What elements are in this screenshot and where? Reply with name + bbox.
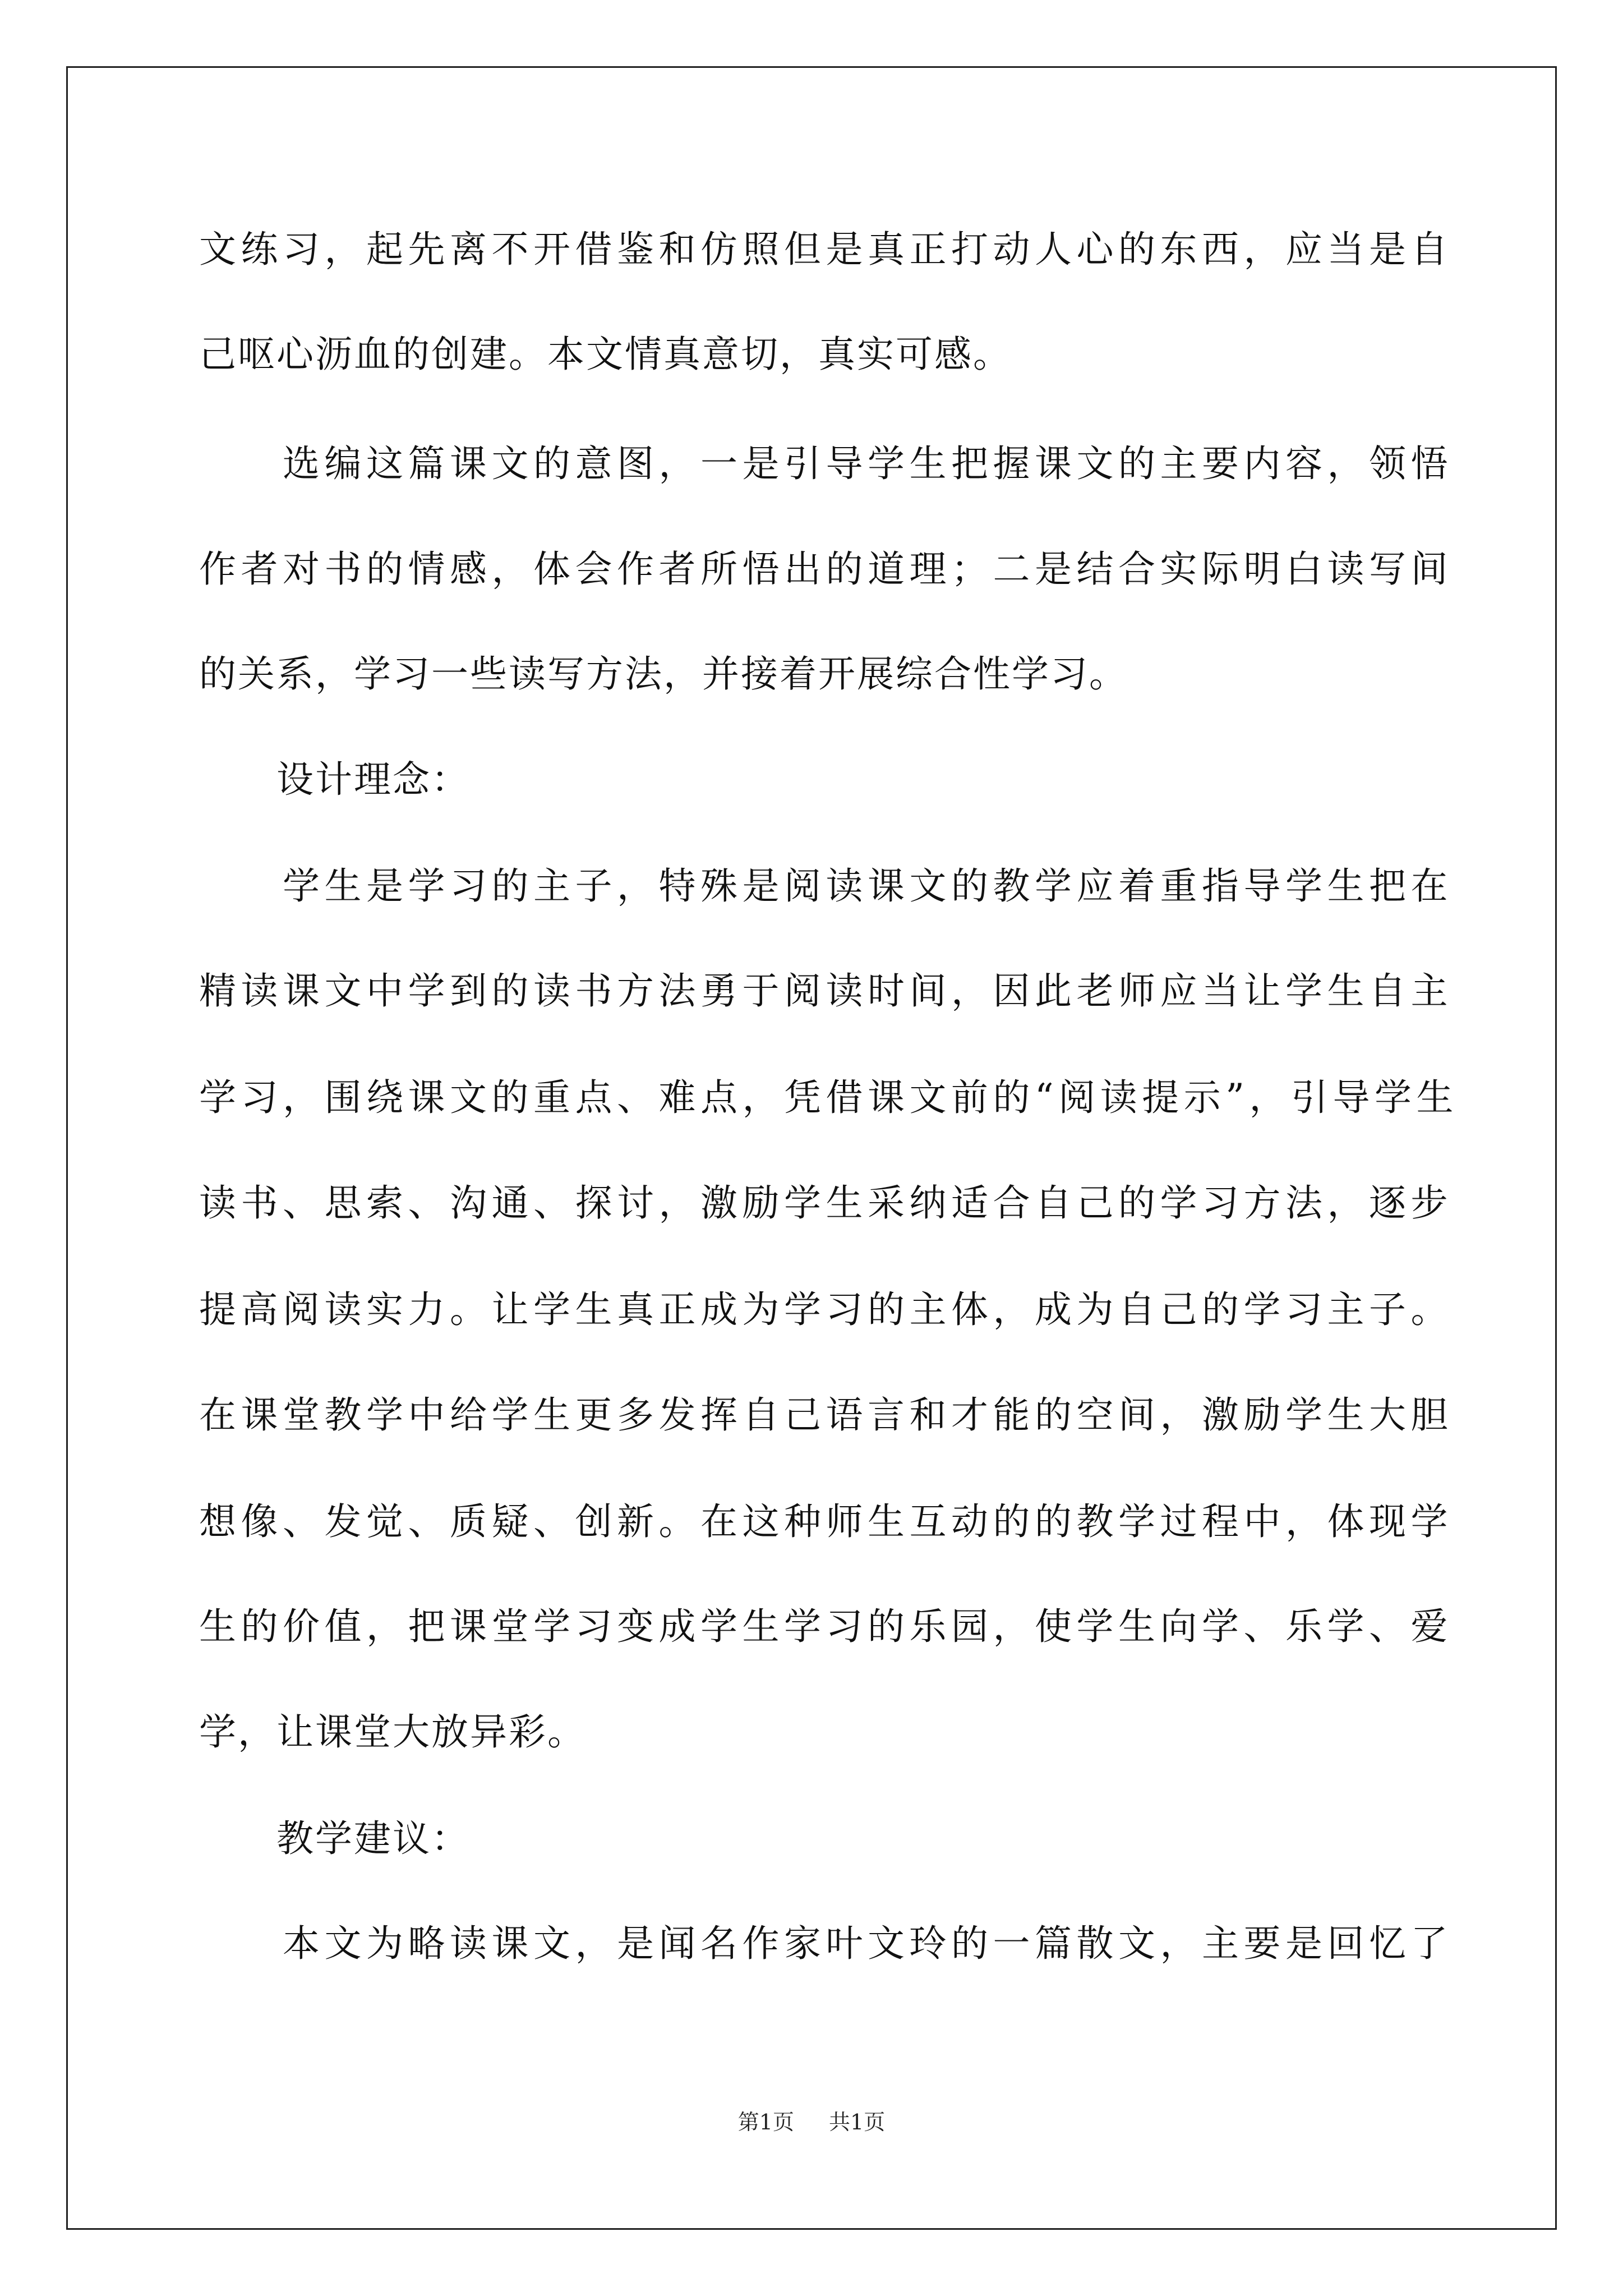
- text-line: 精读课文中学到的读书方法勇于阅读时间，因此老师应当让学生自主: [199, 969, 1453, 1013]
- page-total: 共1页: [829, 2110, 886, 2134]
- section-heading: 教学建议：: [199, 1817, 470, 1860]
- text-line: 本文为略读课文，是闻名作家叶文玲的一篇散文，主要是回忆了: [199, 1922, 1453, 1965]
- text-line: 在课堂教学中给学生更多发挥自己语言和才能的空间，激励学生大胆: [199, 1393, 1453, 1437]
- page-number: 第1页: [737, 2110, 794, 2134]
- text-line: 读书、思索、沟通、探讨，激励学生采纳适合自己的学习方法，逐步: [199, 1181, 1453, 1225]
- text-line: 学生是学习的主子，特殊是阅读课文的教学应着重指导学生把在: [199, 864, 1453, 908]
- section-heading: 设计理念：: [199, 758, 470, 801]
- text-line: 学，让课堂大放异彩。: [199, 1710, 586, 1754]
- text-line: 的关系，学习一些读写方法，并接着开展综合性学习。: [199, 652, 1128, 696]
- text-line: 己呕心沥血的创建。本文情真意切，真实可感。: [199, 333, 1012, 376]
- text-line: 学习，围绕课文的重点、难点，凭借课文前的“阅读提示”，引导学生: [199, 1076, 1458, 1119]
- text-line: 文练习，起先离不开借鉴和仿照但是真正打动人心的东西，应当是自: [199, 228, 1453, 271]
- text-line: 提高阅读实力。让学生真正成为学习的主体，成为自己的学习主子。: [199, 1288, 1453, 1331]
- text-line: 作者对书的情感，体会作者所悟出的道理；二是结合实际明白读写间: [199, 547, 1453, 591]
- text-line: 生的价值，把课堂学习变成学生学习的乐园，使学生向学、乐学、爱: [199, 1605, 1453, 1648]
- page-border: [66, 66, 1557, 2230]
- page-footer: [0, 2108, 1623, 2136]
- text-line: 想像、发觉、质疑、创新。在这种师生互动的的教学过程中，体现学: [199, 1500, 1453, 1543]
- text-line: 选编这篇课文的意图，一是引导学生把握课文的主要内容，领悟: [199, 442, 1453, 485]
